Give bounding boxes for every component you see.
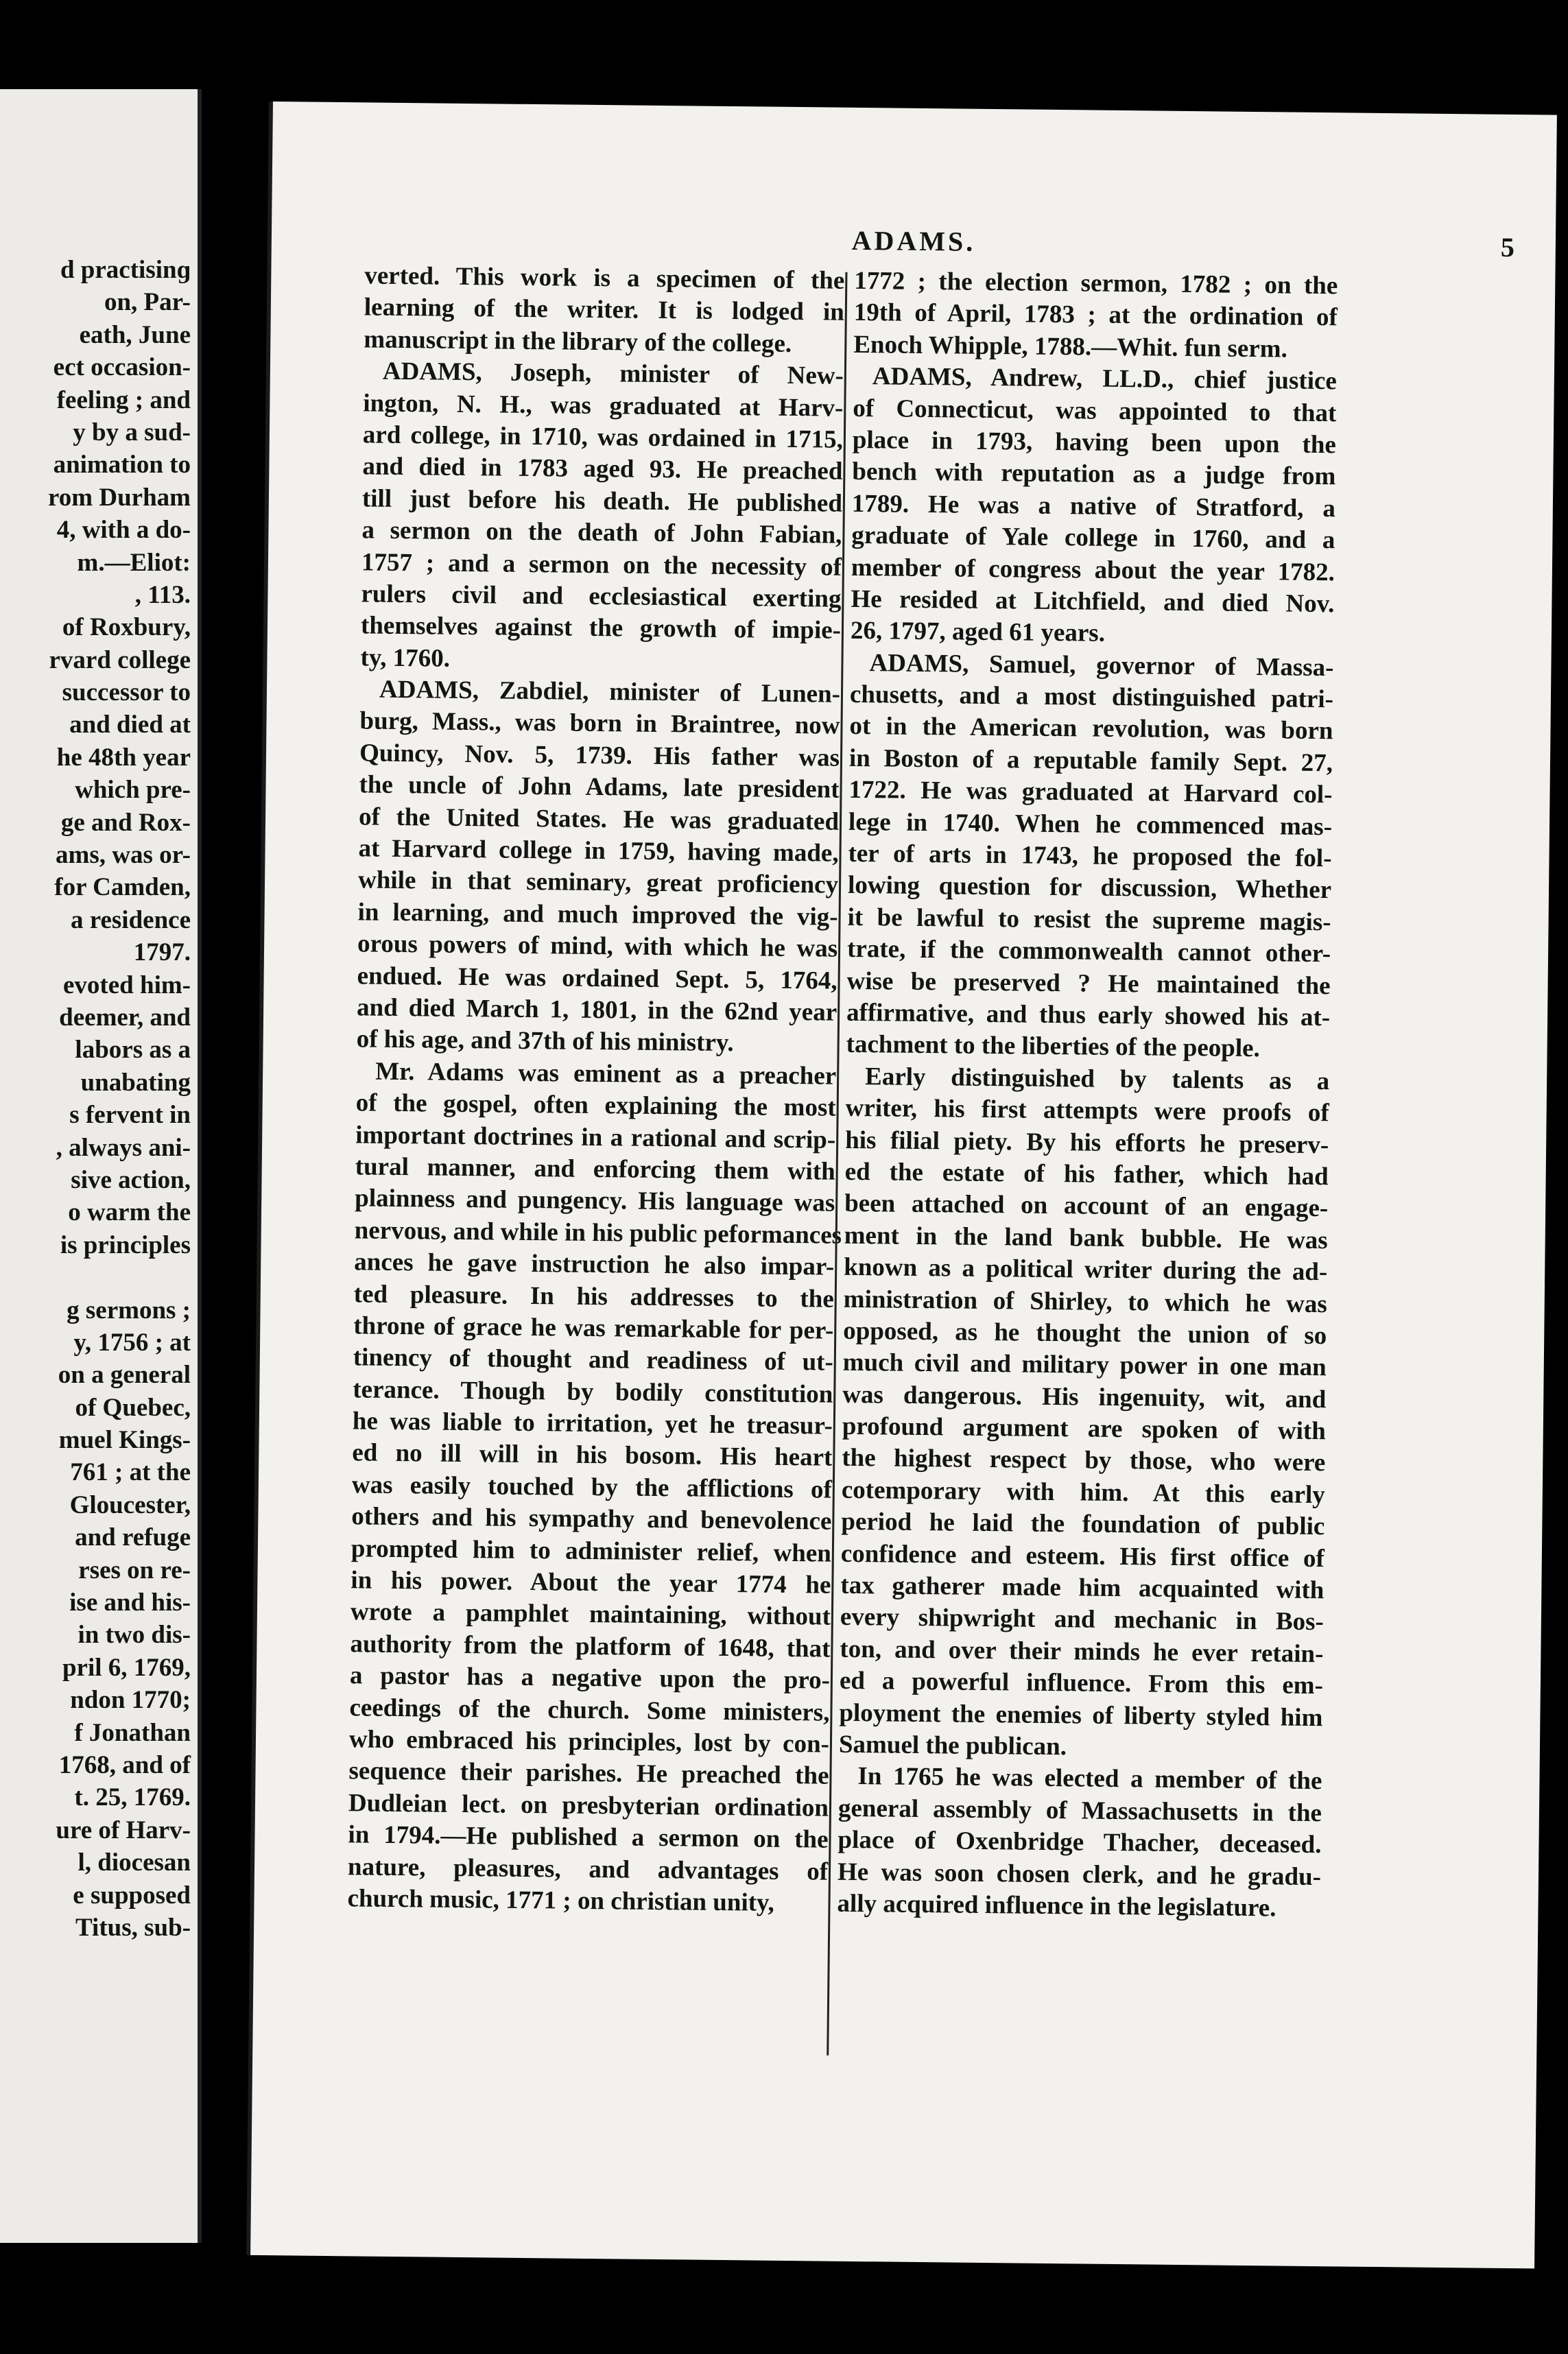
text-line: 1722. He was graduated at Harvard col- (848, 776, 1333, 809)
text-line: in Boston of a reputable family Sept. 27, (848, 744, 1333, 778)
facing-page-line: e supposed (73, 1881, 191, 1910)
facing-page-line: , 113. (134, 580, 191, 609)
text-line: ceedings of the church. Some ministers, (349, 1693, 830, 1727)
facing-page-line: eath, June (79, 320, 191, 349)
text-line: ADAMS, Andrew, LL.D., chief justice (872, 362, 1338, 396)
text-line: He was soon chosen clerk, and he gradu- (837, 1857, 1322, 1891)
facing-page-line: ndon 1770; (70, 1686, 191, 1715)
facing-page-line: 1768, and of (58, 1750, 191, 1779)
facing-page-line: is principles (60, 1230, 191, 1259)
text-line: chusetts, and a most distinguished patri- (849, 680, 1334, 714)
facing-page-line: m.—Eliot: (77, 548, 191, 577)
facing-page-line: t. 25, 1769. (74, 1783, 191, 1812)
text-line: his filial piety. By his efforts he preserv- (844, 1126, 1329, 1159)
text-line: authority from the platform of 1648, that (350, 1630, 831, 1663)
text-line: burg, Mass., was born in Braintree, now (359, 706, 840, 741)
facing-page-line: ure of Harv- (56, 1816, 191, 1844)
text-line: tinency of thought and readiness of ut- (353, 1343, 834, 1377)
text-line: ally acquired influence in the legislature. (837, 1889, 1276, 1923)
text-line: 1772 ; the election sermon, 1782 ; on the (854, 266, 1338, 300)
text-line: rulers civil and ecclesiastical exerting (361, 580, 842, 613)
text-column-right (837, 265, 1338, 1925)
text-line: of Connecticut, was appointed to that (853, 394, 1337, 427)
text-line: ed no ill will in his bosom. His heart (352, 1438, 833, 1473)
text-line: ard college, in 1710, was ordained in 1715, (362, 420, 844, 454)
text-line: others and his sympathy and benevolence (351, 1502, 832, 1536)
facing-page-line: , always ani- (56, 1133, 191, 1162)
text-line: was dangerous. His ingenuity, wit, and (842, 1380, 1327, 1414)
text-line: ment in the land bank bubble. He was (844, 1221, 1328, 1255)
text-line: learning of the writer. It is lodged in (364, 293, 845, 327)
facing-page-line: ams, was or- (56, 841, 191, 870)
text-line: ted pleasure. In his addresses to the (353, 1279, 834, 1313)
text-line: a sermon on the death of John Fabian, (361, 516, 842, 549)
text-line: ministration of Shirley, to which he was (843, 1285, 1327, 1318)
facing-page-line: labors as a (75, 1036, 191, 1065)
facing-page-line: pril 6, 1769, (62, 1653, 191, 1682)
text-line: ADAMS, Samuel, governor of Massa- (869, 648, 1334, 682)
text-line: wrote a pamphlet maintaining, without (350, 1597, 831, 1632)
text-line: sequence their parishes. He preached the (348, 1757, 829, 1790)
text-line: lowing question for discussion, Whether (847, 871, 1332, 905)
text-line: ADAMS, Joseph, minister of New- (382, 357, 844, 390)
facing-page-line: rvard college (49, 645, 191, 674)
text-line: in 1794.—He published a sermon on the (348, 1820, 829, 1854)
facing-page-line: successor to (62, 678, 191, 707)
facing-page-line: in two dis- (78, 1621, 191, 1650)
text-line: manuscript in the library of the college. (364, 325, 792, 358)
facing-page-line: g sermons ; (67, 1296, 191, 1324)
text-line: place of Oxenbridge Thacher, deceased. (838, 1825, 1322, 1859)
facing-page-line: 4, with a do- (56, 516, 191, 545)
book-page (250, 102, 1557, 2268)
text-line: of the gospel, often explaining the most (355, 1089, 836, 1122)
text-line: affirmative, and thus early showed his at- (846, 998, 1331, 1032)
text-line: profound argument are spoken of with (842, 1412, 1326, 1446)
text-line: trate, if the commonwealth cannot other- (846, 935, 1331, 968)
facing-page-line: on, Par- (104, 288, 191, 317)
text-line: while in that seminary, great proficiency (357, 866, 839, 900)
facing-page-line: deemer, and (59, 1003, 191, 1032)
text-line: important doctrines in a rational and scrip- (355, 1120, 836, 1154)
text-line: 1789. He was a native of Stratford, a (851, 489, 1336, 523)
text-line: 1757 ; and a sermon on the necessity of (361, 547, 842, 582)
text-line: who embraced his principles, lost by con- (348, 1725, 830, 1759)
facing-page-line: of Roxbury, (62, 613, 191, 642)
text-line: ter of arts in 1743, he proposed the fol- (848, 839, 1332, 873)
text-line: prompted him to administer relief, when (351, 1534, 832, 1568)
facing-page-line: a residence (70, 905, 191, 934)
text-line: nervous, and while in his public peformances (354, 1216, 842, 1250)
text-line: general assembly of Massachusetts in the (838, 1794, 1322, 1827)
facing-page-line: ise and his- (69, 1589, 191, 1617)
text-line: terance. Though by bodily constitution (353, 1375, 833, 1409)
facing-page-line: Gloucester, (69, 1490, 191, 1519)
text-line: Quincy, Nov. 5, 1739. His father was (359, 739, 840, 772)
facing-page-line: on a general (58, 1361, 191, 1390)
text-line: He resided at Litchfield, and died Nov. (851, 584, 1335, 619)
text-line: orous powers of mind, with which he was (357, 929, 838, 963)
text-line: tural manner, and enforcing them with (355, 1152, 835, 1186)
facing-page-line: y by a sud- (73, 418, 191, 447)
text-line: church music, 1771 ; on christian unity, (347, 1884, 774, 1917)
facing-page-line: muel Kings- (58, 1426, 191, 1455)
text-line: place in 1793, having been upon the (852, 425, 1337, 460)
facing-page-line: rses on re- (78, 1556, 191, 1584)
facing-page-line: d practisinɡ (60, 256, 191, 284)
text-line: confidence and esteem. His first office of (840, 1539, 1325, 1573)
text-line: ton, and over their minds he ever retain- (840, 1634, 1324, 1668)
facing-page-line: ect occasion- (53, 353, 191, 382)
facing-page-line: 761 ; at the (70, 1458, 191, 1487)
text-line: plainness and pungency. His language was (355, 1184, 835, 1217)
text-line: known as a political writer during the ad- (844, 1252, 1328, 1287)
facing-page-line: evoted him- (63, 971, 191, 999)
text-line: bench with reputation as a judge from (852, 457, 1336, 491)
text-line: throne of grace he was remarkable for per- (353, 1311, 834, 1345)
text-line: member of congress about the year 1782. (851, 553, 1335, 586)
facing-page-line: o warm the (68, 1198, 191, 1227)
text-line: ployment the enemies of liberty styled him (839, 1698, 1323, 1732)
text-line: it be lawful to resist the supreme magis- (847, 903, 1331, 937)
text-line: much civil and military power in one man (842, 1348, 1327, 1382)
text-line: Enoch Whipple, 1788.—Whit. fun serm. (853, 330, 1288, 364)
text-line: a pastor has a negative upon the pro- (349, 1661, 831, 1695)
facing-page-text (0, 254, 191, 1944)
facing-page-line: Titus, sub- (75, 1913, 191, 1942)
text-line: Dudleian lect. on presbyterian ordination (348, 1789, 829, 1822)
text-line: tachment to the liberties of the people. (846, 1030, 1261, 1063)
text-line: in his power. About the year 1774 he (351, 1566, 831, 1600)
facing-page-line: and refuge (75, 1523, 191, 1552)
facing-page-line: y, 1756 ; at (73, 1328, 191, 1357)
page-number: 5 (1500, 231, 1515, 263)
text-line: nature, pleasures, and advantages of (347, 1852, 829, 1886)
facing-page-line: 1797. (133, 938, 191, 967)
text-line: been attached on account of an engage- (844, 1189, 1329, 1223)
text-line: period he laid the foundation of public (841, 1508, 1325, 1541)
text-line: the highest respect by those, who were (842, 1444, 1326, 1477)
text-line: tax gatherer made him acquainted with (840, 1571, 1325, 1605)
text-line: verted. This work is a specimen of the (364, 261, 845, 295)
text-line: the uncle of John Adams, late president (359, 770, 840, 804)
facing-page-line: animation to (53, 451, 191, 479)
text-line: ed a powerful influence. From this em- (839, 1666, 1324, 1700)
text-line: at Harvard college in 1759, having made, (358, 834, 839, 868)
text-line: every shipwright and mechanic in Bos- (840, 1603, 1325, 1637)
facing-page-line: he 48th year (56, 743, 191, 772)
text-line: ed the estate of his father, which had (844, 1157, 1329, 1191)
text-line: and died March 1, 1801, in the 62nd year (356, 993, 838, 1027)
text-line: of the United States. He was graduated (358, 802, 840, 836)
text-line: 26, 1797, aged 61 years. (850, 617, 1106, 648)
facing-page-line: feeling ; and (56, 385, 191, 414)
text-line: in learning, and much improved the vig- (357, 898, 838, 931)
facing-page-line: and died at (69, 711, 191, 739)
text-line: ty, 1760. (360, 643, 451, 673)
text-line: was easily touched by the afflictions of (351, 1471, 833, 1504)
text-line: till just before his death. He published (361, 484, 843, 518)
facing-page-line (0, 1261, 191, 1294)
facing-page-line: which pre- (75, 776, 191, 805)
text-column-left (347, 260, 844, 1920)
text-line: In 1765 he was elected a member of the (857, 1762, 1322, 1796)
facing-page-fragment (0, 89, 202, 2243)
facing-page-line: ge and Rox- (60, 808, 191, 837)
text-line: writer, his first attempts were proofs of (845, 1093, 1329, 1128)
facing-page-line: s fervent in (69, 1101, 191, 1130)
text-line: ot in the American revolution, was born (849, 712, 1333, 746)
text-line: Mr. Adams was eminent as a preacher (375, 1057, 837, 1091)
facing-page-line: l, diocesan (78, 1848, 191, 1877)
facing-page-line: rom Durham (48, 483, 191, 512)
text-line: of his age, and 37th of his ministry. (356, 1025, 734, 1058)
text-line: Early distinguished by talents as a (864, 1062, 1330, 1095)
facing-page-line: of Quebec, (75, 1393, 191, 1422)
text-line: ADAMS, Zabdiel, minister of Lunen- (379, 675, 841, 709)
text-line: wise be preserved ? He maintained the (846, 966, 1331, 1000)
text-line: he was liable to irritation, yet he treasur- (352, 1407, 833, 1440)
facing-page-line: sive action, (71, 1165, 191, 1194)
text-line: cotemporary with him. At this early (841, 1475, 1326, 1510)
facing-page-line: unabating (80, 1068, 191, 1097)
text-line: ington, N. H., was graduated at Harv- (363, 388, 844, 423)
text-line: 19th of April, 1783 ; at the ordination of (853, 298, 1338, 332)
text-line: lege in 1740. When he commenced mas- (848, 807, 1333, 841)
text-line: Samuel the publican. (838, 1730, 1067, 1761)
text-line: themselves against the growth of impie- (360, 611, 842, 645)
text-line: opposed, as he thought the union of so (843, 1316, 1327, 1351)
running-head: ADAMS. (851, 224, 976, 257)
text-line: ances he gave instruction he also impar- (354, 1248, 835, 1281)
text-line: endued. He was ordained Sept. 5, 1764, (357, 961, 838, 995)
text-line: graduate of Yale college in 1760, and a (851, 521, 1335, 555)
text-line: and died in 1783 aged 93. He preached (362, 452, 843, 486)
facing-page-line: f Jonathan (74, 1718, 191, 1747)
facing-page-line: for Camden, (54, 873, 191, 902)
